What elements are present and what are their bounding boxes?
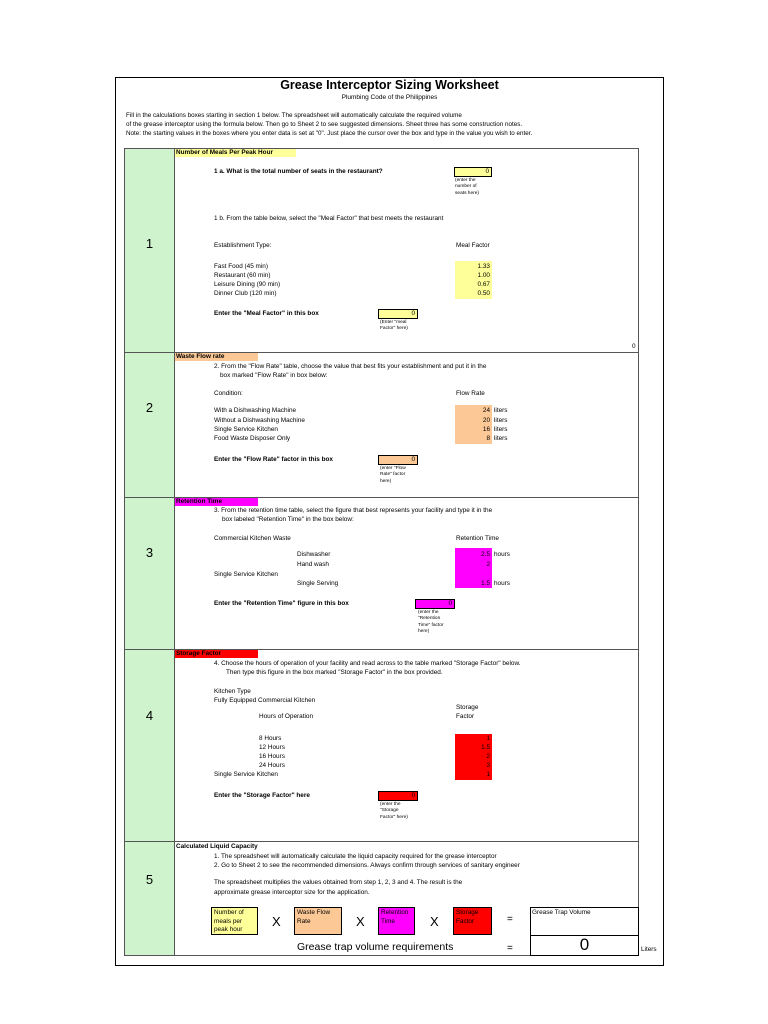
hours-of-operation-label: Hours of Operation (259, 713, 313, 720)
meal-factor-value: 1.33 (477, 263, 490, 270)
storage-value: 1 (486, 735, 490, 742)
intro-line-1: Fill in the calculations boxes starting in section 1 below. The spreadsheet will automatically calculate the required volume (126, 112, 462, 119)
kitchen-type-label: Kitchen Type (214, 688, 251, 695)
hours-row: 8 Hours (259, 735, 282, 742)
establishment-row: Restaurant (60 min) (214, 272, 271, 279)
meal-factor-note: (Enter "meal Factor" here) (380, 320, 408, 332)
retention-column-label: Retention Time (456, 535, 499, 542)
retention-input[interactable]: 0 (415, 599, 455, 609)
flow-rate-value: 16 (482, 426, 490, 433)
page-title: Grease Interceptor Sizing Worksheet (280, 78, 499, 92)
seats-question: 1 a. What is the total number of seats in the restaurant? (214, 168, 383, 175)
multiply-sign: X (430, 914, 439, 929)
section-1-header: Number of Meals Per Peak Hour (175, 149, 296, 157)
section-5-number: 5 (145, 872, 154, 887)
establishment-row: Dinner Club (120 min) (214, 290, 277, 297)
intro-line-2: of the grease interceptor using the formula below. Then go to Sheet 2 to see suggested dimensions. Sheet three has some construction notes. (126, 121, 523, 128)
single-service-kitchen-label: Single Service Kitchen (214, 771, 278, 778)
hours-row: 16 Hours (259, 753, 285, 760)
retention-unit: hours (494, 551, 510, 558)
section-2-header: Waste Flow rate (175, 353, 258, 361)
worksheet-grid (124, 148, 639, 956)
section-1-side-value: 0 (632, 343, 636, 350)
calc-line-3: The spreadsheet multiplies the values obtained from step 1, 2, 3 and 4. The result is the (214, 879, 463, 886)
calc-line-4: approximate grease interceptor size for the application. (214, 889, 370, 896)
retention-instruction-1: 3. From the retention time table, select the figure that best represents your facility and type it in the (214, 507, 493, 514)
multiply-sign: X (356, 914, 365, 929)
condition-row: Single Service Kitchen (214, 426, 278, 433)
storage-value: 3 (486, 762, 490, 769)
meal-factor-value: 0.67 (477, 281, 490, 288)
requirements-label: Grease trap volume requirements (297, 941, 454, 953)
flow-formula-box: Waste Flow Rate (294, 907, 342, 935)
retention-value: 2.5 (481, 551, 490, 558)
dishwasher-label: Dishwasher (297, 551, 331, 558)
establishment-type-label: Establishment Type: (214, 242, 272, 249)
hours-row: 12 Hours (259, 744, 285, 751)
grease-trap-volume-value: 0 (579, 935, 590, 954)
flow-rate-value: 24 (482, 407, 490, 414)
section-2-number: 2 (145, 400, 154, 415)
storage-formula-box: Storage Factor (453, 907, 492, 935)
establishment-row: Fast Food (45 min) (214, 263, 268, 270)
flow-rate-value: 20 (482, 417, 490, 424)
flow-rate-unit: liters (494, 426, 508, 433)
fully-equipped-label: Fully Equipped Commercial Kitchen (214, 697, 316, 704)
meal-factor-input[interactable]: 0 (378, 309, 418, 319)
multiply-sign: X (272, 914, 281, 929)
flow-rate-unit: liters (494, 435, 508, 442)
storage-instruction-2: Then type this figure in the box marked "Storage Factor" in the box provided. (226, 669, 443, 676)
hours-row: 24 Hours (259, 762, 285, 769)
grid-divider (174, 148, 175, 956)
condition-row: Without a Dishwashing Machine (214, 417, 305, 424)
flow-rate-instruction-2: box marked "Flow Rate" in box below: (220, 372, 328, 379)
retention-value: 2 (486, 561, 490, 568)
retention-value: 1.5 (481, 580, 490, 587)
flow-rate-instruction-1: 2. From the "Flow Rate" table, choose the value that best fits your establishment and put it in the (214, 363, 487, 370)
section-divider (124, 841, 639, 842)
handwash-label: Hand wash (297, 561, 329, 568)
storage-instruction-1: 4. Choose the hours of operation of your facility and read across to the table marked "Storage Factor" below. (214, 660, 521, 667)
section-3-header: Retention Time (175, 498, 258, 506)
establishment-row: Leisure Dining (90 min) (214, 281, 281, 288)
single-serving-label: Single Serving (297, 580, 339, 587)
retention-unit: hours (494, 580, 510, 587)
flow-rate-unit: liters (494, 417, 508, 424)
section-4-number: 4 (145, 708, 154, 723)
storage-value: 2 (486, 753, 490, 760)
section-5-header: Calculated Liquid Capacity (176, 843, 258, 850)
storage-note: (enter the "Storage Factor" here) (380, 802, 408, 820)
retention-enter-label: Enter the "Retention Time" figure in this box (214, 600, 349, 607)
equals-sign: = (507, 914, 513, 925)
page-subtitle: Plumbing Code of the Philippines (341, 94, 438, 101)
condition-row: With a Dishwashing Machine (214, 407, 297, 414)
single-service-kitchen-label: Single Service Kitchen (214, 571, 278, 578)
meal-factor-value: 0.50 (477, 290, 490, 297)
seats-input[interactable]: 0 (454, 167, 492, 177)
storage-value: 1.5 (481, 744, 490, 751)
calc-line-2: 2. Go to Sheet 2 to see the recommended dimensions. Always confirm through services of sanitary engineer (214, 862, 520, 869)
flow-rate-enter-label: Enter the "Flow Rate" factor in this box (214, 456, 333, 463)
liters-unit: Liters (641, 946, 657, 953)
meals-formula-box: Number of meals per peak hour (211, 907, 258, 935)
section-4-header: Storage Factor (175, 650, 258, 658)
storage-column-label-2: Factor (456, 713, 475, 720)
section-1-number: 1 (145, 236, 154, 251)
flow-rate-value: 8 (486, 435, 490, 442)
seats-note: (enter the number of seats here) (455, 178, 479, 196)
calc-line-1: 1. The spreadsheet will automatically calculate the liquid capacity required for the grease interceptor (214, 853, 497, 860)
retention-formula-box: Retention Time (378, 907, 415, 935)
flow-rate-input[interactable]: 0 (378, 455, 418, 465)
intro-line-3: Note: the starting values in the boxes where you enter data is set at "0". Just place the cursor over the box and type in the value you wish to enter. (126, 130, 533, 137)
flow-rate-unit: liters (494, 407, 508, 414)
condition-row: Food Waste Disposer Only (214, 435, 291, 442)
storage-enter-label: Enter the "Storage Factor" here (214, 792, 310, 799)
meal-factor-enter-label: Enter the "Meal Factor" in this box (214, 310, 319, 317)
section-3-number: 3 (145, 545, 154, 560)
flow-rate-column-label: Flow Rate (456, 390, 485, 397)
storage-column-label-1: Storage (456, 704, 479, 711)
meal-factor-column-label: Meal Factor (456, 242, 490, 249)
equals-sign: = (507, 943, 513, 954)
storage-value: 1 (486, 771, 490, 778)
commercial-kitchen-waste-label: Commercial Kitchen Waste (214, 535, 291, 542)
retention-instruction-2: box labeled "Retention Time" in the box below: (222, 516, 354, 523)
condition-label: Condition: (214, 390, 243, 397)
grease-trap-volume-label: Grease Trap Volume (532, 909, 591, 916)
retention-note: (enter the "Retention Time" factor here) (418, 610, 444, 634)
storage-input[interactable]: 0 (378, 791, 418, 801)
flow-rate-note: (enter "Flow Rate" factor here) (380, 466, 406, 484)
meal-factor-value: 1.00 (477, 272, 490, 279)
meal-factor-instruction: 1 b. From the table below, select the "Meal Factor" that best meets the restaurant (214, 215, 444, 222)
